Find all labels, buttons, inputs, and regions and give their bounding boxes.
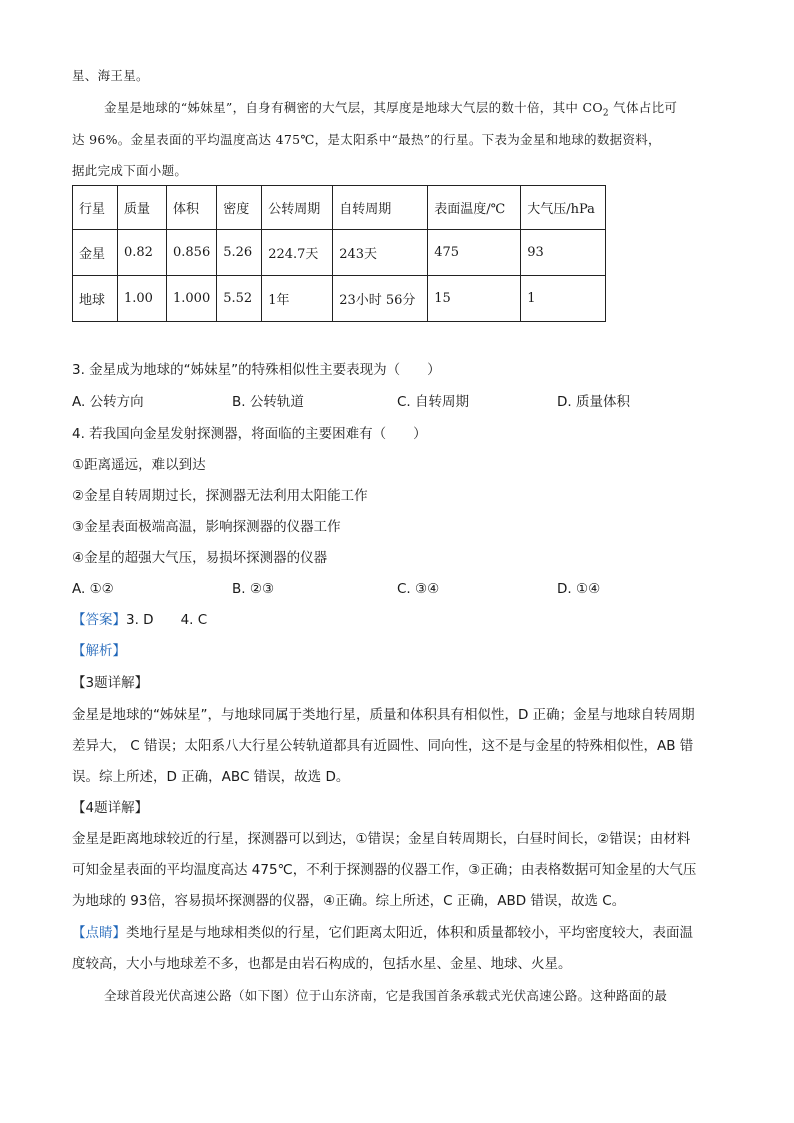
question-4-detail-line: 为地球的 93倍，容易损坏探测器的仪器，④正确。综上所述，C 正确，ABD 错误，故选 C。	[72, 893, 626, 909]
table-row	[73, 230, 606, 276]
table-row	[73, 276, 606, 322]
question-3-option-d[interactable]: D. 质量体积	[557, 394, 630, 410]
table-cell: 224.7天	[262, 230, 333, 276]
question-4-option-b[interactable]: B. ②③	[232, 581, 275, 597]
intro-paragraph-line-3: 据此完成下面小题。	[72, 163, 188, 178]
table-cell: 15	[428, 276, 521, 322]
table-header-row	[73, 186, 606, 230]
table-cell: 金星	[73, 230, 118, 276]
subscript: 2	[602, 108, 609, 119]
table-cell: 1年	[262, 276, 333, 322]
table-cell: 475	[428, 230, 521, 276]
answer-line	[72, 610, 207, 630]
question-3-detail-tag: 【3题详解】	[72, 675, 149, 691]
answer-text: 3. D 4. C	[126, 612, 208, 628]
question-4-option-c[interactable]: C. ③④	[397, 581, 440, 597]
table-header-cell: 质量	[118, 186, 167, 230]
table-header-cell: 表面温度/℃	[428, 186, 521, 230]
table-header-cell: 行星	[73, 186, 118, 230]
highlight-line: 度较高，大小与地球差不多，也都是由岩石构成的，包括水星、金星、地球、火星。	[72, 956, 572, 972]
intro-paragraph-line-1	[104, 98, 677, 124]
analysis-tag: 【解析】	[72, 643, 126, 659]
question-3-option-a[interactable]: A. 公转方向	[72, 394, 144, 410]
question-4-detail-tag: 【4题详解】	[72, 800, 149, 816]
answer-tag: 【答案】	[72, 612, 126, 628]
table-cell: 0.856	[167, 230, 217, 276]
table-header-cell: 自转周期	[333, 186, 428, 230]
table-cell: 1.000	[167, 276, 217, 322]
question-4-option-a[interactable]: A. ①②	[72, 581, 114, 597]
next-passage-line: 全球首段光伏高速公路（如下图）位于山东济南，它是我国首条承载式光伏高速公路。这种路面的最	[104, 988, 668, 1003]
table-cell: 地球	[73, 276, 118, 322]
intro-text: 金星是地球的“姊妹星”，自身有稠密的大气层，其厚度是地球大气层的数十倍，其中 CO	[104, 100, 603, 115]
table-cell: 1	[521, 276, 606, 322]
question-4-item-1: ①距离遥远，难以到达	[72, 457, 206, 473]
table-cell: 243天	[333, 230, 428, 276]
table-header-cell: 体积	[167, 186, 217, 230]
table-cell: 23小时 56分	[333, 276, 428, 322]
question-4-option-d[interactable]: D. ①④	[557, 581, 601, 597]
question-3-detail-line: 金星是地球的“姊妹星”，与地球同属于类地行星，质量和体积具有相似性，D 正确；金星与地球自转周期	[72, 707, 695, 723]
table-header-cell: 大气压/hPa	[521, 186, 606, 230]
question-3-option-b[interactable]: B. 公转轨道	[232, 394, 304, 410]
table-header-cell: 密度	[217, 186, 262, 230]
question-4-detail-line: 金星是距离地球较近的行星，探测器可以到达，①错误；金星自转周期长，白昼时间长，②错误；由材料	[72, 831, 691, 847]
highlight-text: 类地行星是与地球相类似的行星，它们距离太阳近，体积和质量都较小，平均密度较大，表面温	[126, 925, 693, 941]
planet-data-table	[72, 185, 606, 322]
question-3-detail-line: 差异大， C 错误；太阳系八大行星公转轨道都具有近圆性、同向性，这不是与金星的特殊相似性，AB 错	[72, 738, 694, 754]
question-3-detail-line: 误。综上所述，D 正确，ABC 错误，故选 D。	[72, 769, 350, 785]
intro-paragraph-line-2: 达 96%。金星表面的平均温度高达 475℃，是太阳系中“最热”的行星。下表为金星和地球的数据资料，	[72, 132, 661, 147]
question-4-stem: 4. 若我国向金星发射探测器，将面临的主要困难有（ ）	[72, 426, 427, 442]
question-4-item-2: ②金星自转周期过长，探测器无法利用太阳能工作	[72, 488, 368, 504]
question-3-stem: 3. 金星成为地球的“姊妹星”的特殊相似性主要表现为（ ）	[72, 362, 441, 378]
highlight-tag: 【点睛】	[72, 925, 126, 941]
table-cell: 93	[521, 230, 606, 276]
question-4-item-4: ④金星的超强大气压，易损坏探测器的仪器	[72, 550, 328, 566]
table-header-cell: 公转周期	[262, 186, 333, 230]
question-3-option-c[interactable]: C. 自转周期	[397, 394, 470, 410]
intro-text: 气体占比可	[608, 100, 678, 115]
table-cell: 5.52	[217, 276, 262, 322]
table-cell: 5.26	[217, 230, 262, 276]
table-cell: 0.82	[118, 230, 167, 276]
question-4-item-3: ③金星表面极端高温，影响探测器的仪器工作	[72, 519, 341, 535]
table-cell: 1.00	[118, 276, 167, 322]
highlight-line	[72, 923, 693, 943]
question-4-detail-line: 可知金星表面的平均温度高达 475℃，不利于探测器的仪器工作，③正确；由表格数据可知金星的大气压	[72, 862, 697, 878]
intro-top-line: 星、海王星。	[72, 68, 149, 83]
